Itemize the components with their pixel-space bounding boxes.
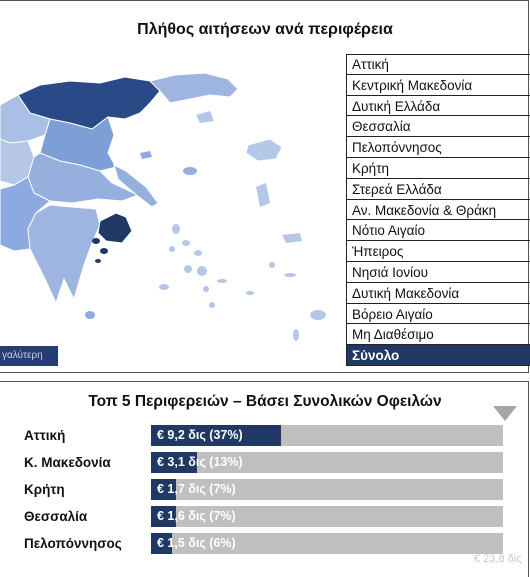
map-island-lemnos[interactable]: [196, 111, 214, 123]
bar-label: Πελοπόννησος: [24, 536, 122, 551]
map-island-rhodes[interactable]: [310, 310, 326, 320]
region-list-item[interactable]: Πελοπόννησος: [347, 137, 530, 158]
region-list-item[interactable]: Αττική: [347, 54, 530, 75]
map-island-naxos[interactable]: [197, 266, 207, 276]
map-island-samos[interactable]: [282, 233, 302, 243]
map-region-peloponnese[interactable]: [28, 205, 100, 303]
region-list-item[interactable]: Δυτική Μακεδονία: [347, 283, 530, 304]
bar-track: [151, 506, 503, 527]
map-island-milos[interactable]: [159, 284, 169, 290]
region-list-item[interactable]: Κεντρική Μακεδονία: [347, 75, 530, 96]
map-island-kalymnos[interactable]: [269, 262, 275, 268]
bar-label: Κ. Μακεδονία: [24, 455, 111, 470]
map-island-lesvos[interactable]: [246, 139, 282, 161]
map-region-eastern-macedonia-thrace[interactable]: [150, 73, 238, 103]
map-island-amorgos[interactable]: [217, 279, 227, 283]
total-marker-triangle-icon: [493, 406, 517, 421]
greece-region-map: [0, 53, 340, 353]
region-list-total[interactable]: Σύνολο: [347, 345, 530, 366]
bar-track: [151, 533, 503, 554]
bar-label: Αττική: [24, 428, 66, 443]
map-island-astypalaia[interactable]: [246, 291, 254, 295]
map-island-mykonos[interactable]: [194, 250, 202, 256]
bar-track: [151, 425, 503, 446]
map-island-tinos[interactable]: [182, 240, 190, 246]
bar-track: [151, 479, 503, 500]
region-list-item[interactable]: Νότιο Αιγαίο: [347, 220, 530, 241]
region-list-item[interactable]: Μη Διαθέσιμο: [347, 324, 530, 345]
region-list-item[interactable]: Αν. Μακεδονία & Θράκη: [347, 200, 530, 221]
bar-label: Θεσσαλία: [24, 509, 88, 524]
total-debt-label: € 23,8 δις: [474, 553, 522, 565]
map-island-hydra[interactable]: [95, 259, 101, 263]
bar-value: € 1,6 δις (7%): [157, 509, 236, 523]
map-island-kos[interactable]: [284, 273, 296, 277]
top5-debt-title: Τοπ 5 Περιφερειών – Βάσει Συνολικών Οφειλών: [88, 393, 442, 410]
map-island-skyros[interactable]: [183, 167, 197, 175]
region-list-item[interactable]: Νησιά Ιονίου: [347, 262, 530, 283]
bar-value: € 9,2 δις (37%): [157, 428, 243, 442]
map-region-attica[interactable]: [98, 213, 132, 243]
map-island-syros[interactable]: [169, 246, 175, 252]
map-island-salamis[interactable]: [92, 238, 100, 244]
map-island-paros[interactable]: [184, 265, 192, 273]
bar-value: € 1,7 δις (7%): [157, 482, 236, 496]
region-list-item[interactable]: Βόρειο Αιγαίο: [347, 304, 530, 325]
region-list-item[interactable]: Θεσσαλία: [347, 116, 530, 137]
bar-label: Κρήτη: [24, 482, 65, 497]
map-legend-label: γαλύτερη: [0, 346, 58, 366]
map-island-kythera[interactable]: [85, 311, 95, 319]
bar-track: [151, 452, 503, 473]
top5-debt-panel: [0, 381, 529, 577]
map-island-andros[interactable]: [172, 224, 180, 234]
bar-value: € 1,5 δις (6%): [157, 536, 236, 550]
bar-value: € 3,1 δις (13%): [157, 455, 243, 469]
region-list-item[interactable]: Δυτική Ελλάδα: [347, 96, 530, 117]
region-list: [346, 54, 530, 366]
region-list-item[interactable]: Στερεά Ελλάδα: [347, 179, 530, 200]
region-list-item[interactable]: Κρήτη: [347, 158, 530, 179]
map-island-aegina[interactable]: [100, 248, 108, 254]
map-island-skiathos[interactable]: [140, 151, 152, 159]
region-list-item[interactable]: Ήπειρος: [347, 241, 530, 262]
map-island-chios[interactable]: [256, 183, 270, 207]
applications-by-region-title: Πλήθος αιτήσεων ανά περιφέρεια: [137, 21, 393, 38]
map-island-ios[interactable]: [203, 286, 209, 292]
map-island-karpathos[interactable]: [293, 329, 299, 341]
map-island-santorini[interactable]: [209, 302, 215, 308]
